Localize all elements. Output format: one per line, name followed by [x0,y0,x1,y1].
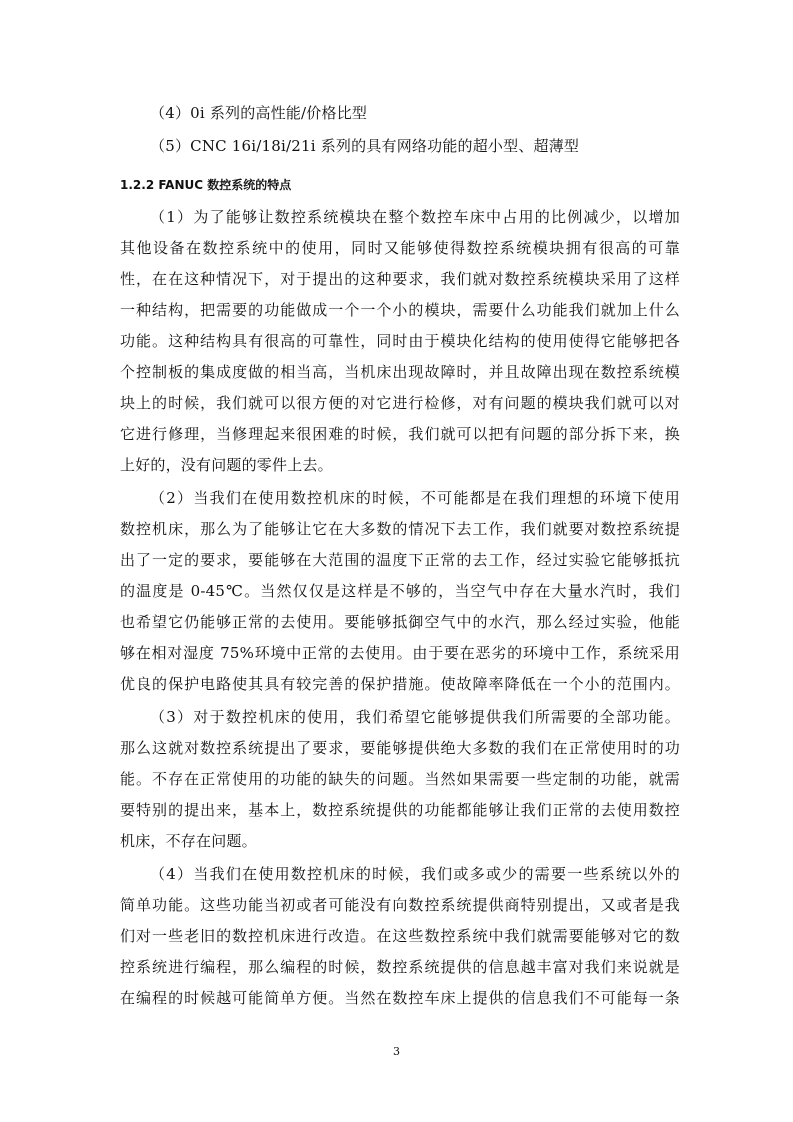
paragraph-line: 机床，不存在问题。 [120,832,257,850]
paragraph-line: 在编程的时候越可能简单方便。当然在数控车床上提供的信息我们不可能每一条 [120,989,680,1007]
paragraph-line: 简单功能。这些功能当初或者可能没有向数控系统提供商特别提出，又或者是我 [120,896,680,914]
paragraph-line: 们对一些老旧的数控机床进行改造。在这些数控系统中我们就需要能够对它的数 [120,927,680,945]
paragraph-line: 控系统进行编程，那么编程的时候，数控系统提供的信息越丰富对我们来说就是 [120,958,680,976]
list-item-5: （5）CNC 16i/18i/21i 系列的具有网络功能的超小型、超薄型 [150,137,580,155]
paragraph-line: 的温度是 0-45℃。当然仅仅是这样是不够的，当空气中存在大量水汽时，我们 [120,582,680,600]
paragraph-line: 够在相对湿度 75%环境中正常的去使用。由于要在恶劣的环境中工作，系统采用 [120,644,680,662]
paragraph-line: 也希望它仍能够正常的去使用。要能够抵御空气中的水汽，那么经过实验，他能 [120,613,680,631]
paragraph-line: （4）当我们在使用数控机床的时候，我们或多或少的需要一些系统以外的 [150,865,680,883]
paragraph-line: 数控机床，那么为了能够让它在大多数的情况下去工作，我们就要对数控系统提 [120,520,680,538]
paragraph-line: 出了一定的要求，要能够在大范围的温度下正常的去工作，经过实验它能够抵抗 [120,551,680,569]
section-heading: 1.2.2 FANUC 数控系统的特点 [120,178,292,192]
paragraph-line: 个控制板的集成度做的相当高，当机床出现故障时，并且故障出现在数控系统模 [120,363,680,381]
page-number: 3 [393,1045,400,1058]
paragraph-line: （3）对于数控机床的使用，我们希望它能够提供我们所需要的全部功能。 [150,708,680,726]
paragraph-line: 性，在在这种情况下，对于提出的这种要求，我们就对数控系统模块采用了这样 [120,270,680,288]
paragraph-line: 能。不存在正常使用的功能的缺失的问题。当然如果需要一些定制的功能，就需 [120,770,680,788]
paragraph-line: 要特别的提出来，基本上，数控系统提供的功能都能够让我们正常的去使用数控 [120,801,680,819]
paragraph-line: （2）当我们在使用数控机床的时候，不可能都是在我们理想的环境下使用 [150,489,680,507]
paragraph-line: 上好的，没有问题的零件上去。 [120,456,333,474]
paragraph-line: 块上的时候，我们就可以很方便的对它进行检修，对有问题的模块我们就可以对 [120,394,680,412]
list-item-4: （4）0i 系列的高性能/价格比型 [150,104,368,122]
paragraph-line: 其他设备在数控系统中的使用，同时又能够使得数控系统模块拥有很高的可靠 [120,239,680,257]
paragraph-line: 功能。这种结构具有很高的可靠性，同时由于模块化结构的使用使得它能够把各 [120,332,680,350]
paragraph-line: 一种结构，把需要的功能做成一个一个小的模块，需要什么功能我们就加上什么 [120,301,680,319]
paragraph-line: 它进行修理，当修理起来很困难的时候，我们就可以把有问题的部分拆下来，换 [120,425,680,443]
paragraph-line: （1）为了能够让数控系统模块在整个数控车床中占用的比例减少，以增加 [150,208,680,226]
paragraph-line: 优良的保护电路使其具有较完善的保护措施。使故障率降低在一个小的范围内。 [120,675,680,693]
paragraph-line: 那么这就对数控系统提出了要求，要能够提供绝大多数的我们在正常使用时的功 [120,739,680,757]
